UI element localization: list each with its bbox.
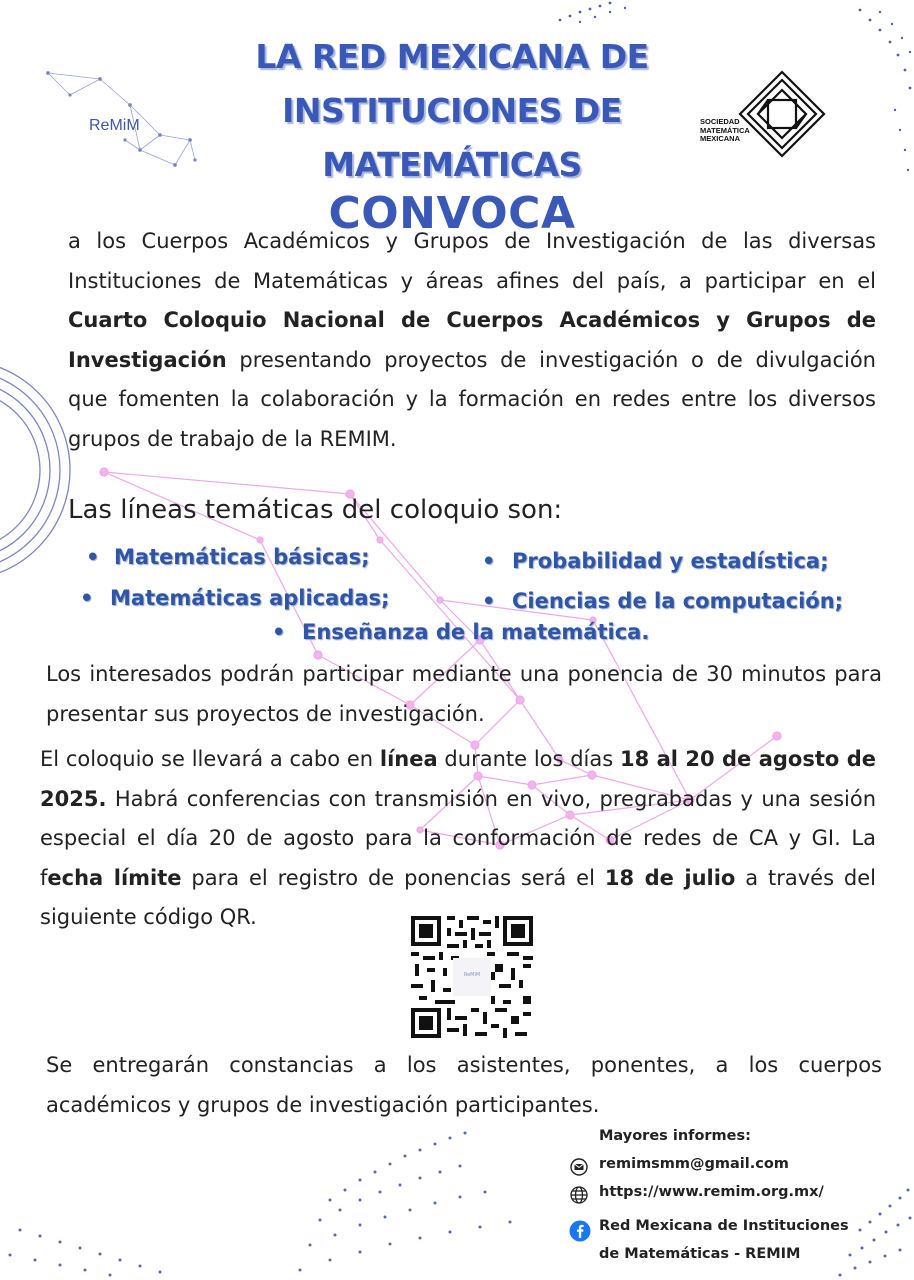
schedule-text: para el registro de ponencias será el (181, 865, 605, 890)
remim-logo-text: ReMiM (89, 117, 140, 134)
remim-logo (40, 65, 200, 175)
convoca-heading: CONVOCA (328, 188, 576, 239)
facebook-line-2: de Matemáticas - REMIM (599, 1246, 801, 1262)
schedule-paragraph (40, 740, 876, 938)
deadline-date: 18 de julio (604, 865, 736, 890)
topic-label: Ciencias de la computación; (512, 589, 844, 613)
smm-logo (700, 70, 830, 160)
colloquium-name: Cuarto Coloquio Nacional de Cuerpos Académicos y Grupos de Investigación (68, 308, 876, 372)
modality: línea (379, 747, 438, 771)
smm-logo-text: SOCIEDAD MATEMÁTICA MEXICANA (700, 117, 750, 143)
smm-logo-graphic (700, 70, 830, 160)
deadline-label: echa límite (47, 865, 182, 890)
intro-text-part2: presentando proyectos de investigación o de divulgación que fomenten la colaboración y la formación en redes entre los diversos grupos de trabajo de la REMIM. (68, 347, 876, 451)
contact-facebook-link[interactable] (599, 1212, 849, 1268)
left-arcs-decoration (0, 360, 70, 580)
facebook-icon (569, 1220, 591, 1242)
intro-text-part1: a los Cuerpos Académicos y Grupos de Investigación de las diversas Instituciones de Matemáticas y áreas afines del país, a participar en el (68, 229, 876, 293)
schedule-text: durante los días (437, 747, 620, 771)
registration-qr-code[interactable] (411, 916, 533, 1038)
topic-label: Enseñanza de la matemática. (302, 620, 650, 644)
topic-label: Probabilidad y estadística; (512, 549, 829, 573)
schedule-text: Habrá conferencias con transmisión en vivo, pregrabadas y una sesión especial el día 20 de agosto para la conformación de redes de CA y GI. La f (40, 786, 876, 890)
mail-icon (570, 1158, 588, 1176)
schedule-text: a través del siguiente código QR. (40, 865, 877, 929)
intro-paragraph (68, 222, 876, 459)
participation-paragraph: Los interesados podrán participar mediante una ponencia de 30 minutos para presentar sus proyectos de investigación. (46, 662, 882, 726)
topic-label: Matemáticas básicas; (114, 545, 370, 569)
topics-heading: Las líneas temáticas del coloquio son: (68, 495, 563, 525)
topic-item: • Probabilidad y estadística; (482, 549, 829, 573)
globe-icon (570, 1186, 588, 1204)
topic-item: • Matemáticas básicas; (86, 545, 370, 569)
event-dates: 18 al 20 de agosto de 2025. (40, 747, 876, 811)
certificates-paragraph: Se entregarán constancias a los asistentes, ponentes, a los cuerpos académicos y grupos de investigación participantes. (46, 1053, 882, 1117)
contact-website-link[interactable]: https://www.remim.org.mx/ (599, 1184, 824, 1200)
topic-item: • Ciencias de la computación; (482, 589, 844, 613)
topic-item: • Matemáticas aplicadas; (80, 586, 390, 610)
page-title: LA RED MEXICANA DE INSTITUCIONES DE MATEMÁTICAS (255, 37, 649, 184)
svg-text:ReMiM: ReMiM (463, 972, 481, 978)
facebook-line-1: Red Mexicana de Instituciones (599, 1218, 849, 1234)
schedule-text: El coloquio se llevará a cabo en (40, 747, 380, 771)
contact-heading: Mayores informes: (599, 1128, 751, 1144)
topic-label: Matemáticas aplicadas; (110, 586, 390, 610)
contact-email-link[interactable]: remimsmm@gmail.com (599, 1156, 789, 1172)
topic-item: • Enseñanza de la matemática. (272, 620, 650, 644)
